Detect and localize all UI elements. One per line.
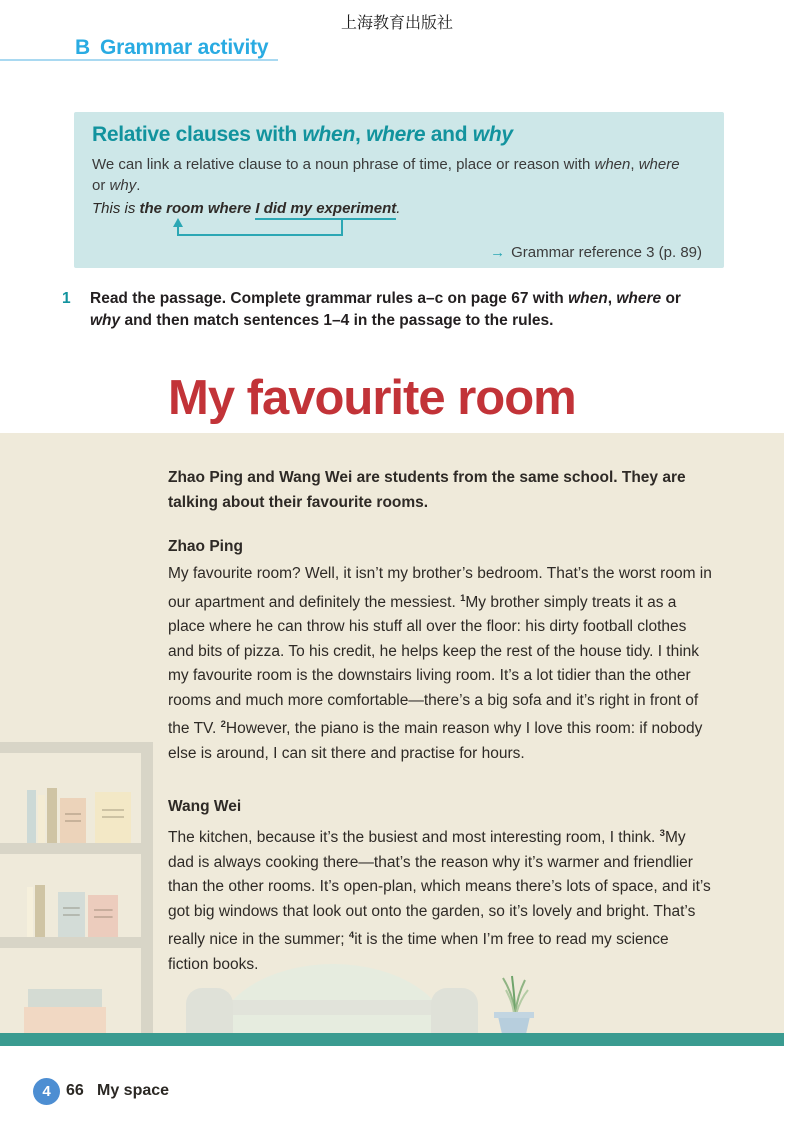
plant-pot-rim (494, 1012, 534, 1018)
page-number: 66 (66, 1082, 84, 1099)
example-run: . (396, 200, 401, 217)
sofa-backrest-bar (229, 1000, 434, 1015)
paragraph-run: However, the piano is the main reason why I love this room: if nobody else is around, I can sit there and practise for hours. (168, 720, 703, 762)
bookshelf-shelf (0, 937, 141, 948)
rule-keyword-why: why (109, 177, 137, 194)
book (60, 798, 86, 843)
instruction-run: or (661, 290, 681, 307)
instruction-keyword-where: where (616, 290, 662, 307)
sentence-marker-2: 2 (220, 719, 226, 730)
section-letter: B (75, 36, 90, 59)
instruction-run: and then match sentences 1–4 in the passage to the rules. (120, 312, 554, 329)
example-underlined-clause: I did my experiment (255, 200, 396, 220)
speaker-name: Zhao Ping (168, 538, 243, 555)
publisher-header: 上海教育出版社 (340, 13, 453, 32)
speaker-section-wang-wei (168, 795, 713, 977)
exercise-number: 1 (62, 290, 71, 307)
paragraph-run: My dad is always cooking there—that’s the reason why it’s warmer and friendlier than the other rooms. It’s open-plan, which means there’s lots of space, and it’s got big windows that look out onto the garden, so it’s lovely and bright. That’s really nice in the summer; (168, 829, 711, 948)
rule-run: or (92, 177, 110, 194)
sentence-marker-1: 1 (460, 592, 466, 604)
title-keyword-why: why (472, 123, 513, 146)
grammar-box (74, 112, 724, 268)
title-run: and (425, 123, 473, 146)
book (95, 792, 131, 843)
plant-leaves-icon (495, 974, 535, 1014)
book (35, 885, 45, 937)
clause-to-noun-arrow-icon (152, 218, 392, 243)
book (27, 790, 36, 843)
unit-title: My space (97, 1082, 170, 1099)
passage-body (168, 466, 713, 977)
title-keyword-when: when (302, 123, 355, 146)
example-run-bold: the room where (139, 200, 256, 217)
speaker-paragraph (168, 822, 713, 977)
sentence-marker-4: 4 (348, 930, 355, 941)
grammar-box-rule-text (92, 154, 688, 196)
bookshelf-shelf (0, 843, 141, 854)
rule-run: We can link a relative clause to a noun phrase of time, place or reason with (92, 156, 595, 173)
stacked-box (28, 989, 102, 1007)
exercise-text (90, 288, 712, 332)
bookshelf-shelf (0, 742, 141, 753)
reference-text: Grammar reference 3 (p. 89) (511, 244, 702, 261)
instruction-keyword-why: why (90, 312, 121, 329)
grammar-example-sentence (92, 200, 704, 217)
bookshelf-post (141, 742, 153, 1036)
paragraph-run: The kitchen, because it’s the busiest and most interesting room, I think. (168, 829, 660, 846)
instruction-run: , (607, 290, 617, 307)
grammar-box-title (92, 123, 704, 147)
speaker-paragraph (168, 562, 713, 766)
passage-title: My favourite room (168, 371, 576, 425)
sofa-armrest-right (431, 988, 478, 1036)
title-run: Relative clauses with (92, 123, 303, 146)
sentence-marker-3: 3 (659, 828, 665, 839)
section-title: Grammar activity (99, 36, 269, 59)
speaker-section-zhao-ping (168, 535, 713, 766)
title-keyword-where: where (366, 123, 426, 146)
instruction-run: Read the passage. Complete grammar rules a–c on page 67 with (90, 290, 569, 307)
rule-run: , (630, 156, 639, 173)
book (47, 788, 57, 843)
book (58, 892, 85, 937)
rule-keyword-when: when (594, 156, 631, 173)
grammar-reference-link (92, 244, 704, 261)
reading-panel (0, 433, 784, 1046)
paragraph-run: My favourite room? Well, it isn’t my brother’s bedroom. That’s the worst room in our apartment and definitely the messiest. (168, 565, 712, 611)
rule-run: . (136, 177, 141, 194)
sofa-armrest-left (186, 988, 233, 1036)
book (88, 895, 118, 937)
paragraph-run: My brother simply treats it as a place where he can throw his stuff all over the floor: his dirty football clothes and bits of pizza. To his credit, he helps keep the rest of the house tidy. I think my favourite room is the downstairs living room. It’s a lot tidier than the other rooms and much more comfortable—there’s a big sofa and it’s right in front of the TV. (168, 593, 700, 737)
book (27, 887, 33, 937)
instruction-keyword-when: when (568, 290, 608, 307)
section-heading (75, 36, 268, 60)
book (38, 795, 45, 843)
passage-intro: Zhao Ping and Wang Wei are students from the same school. They are talking about their favourite rooms. (168, 469, 686, 511)
floor-band (0, 1033, 784, 1046)
speaker-name: Wang Wei (168, 798, 242, 815)
title-run: , (354, 123, 367, 146)
unit-number-badge: 4 (33, 1078, 60, 1105)
stacked-box (24, 1007, 106, 1033)
exercise-1-instruction (62, 288, 722, 332)
page-footer (0, 1074, 794, 1114)
reference-arrow-icon: → (490, 244, 506, 261)
rule-keyword-where: where (638, 156, 680, 173)
example-run: This is (92, 200, 140, 217)
paragraph-run: it is the time when I’m free to read my science fiction books. (168, 931, 669, 973)
